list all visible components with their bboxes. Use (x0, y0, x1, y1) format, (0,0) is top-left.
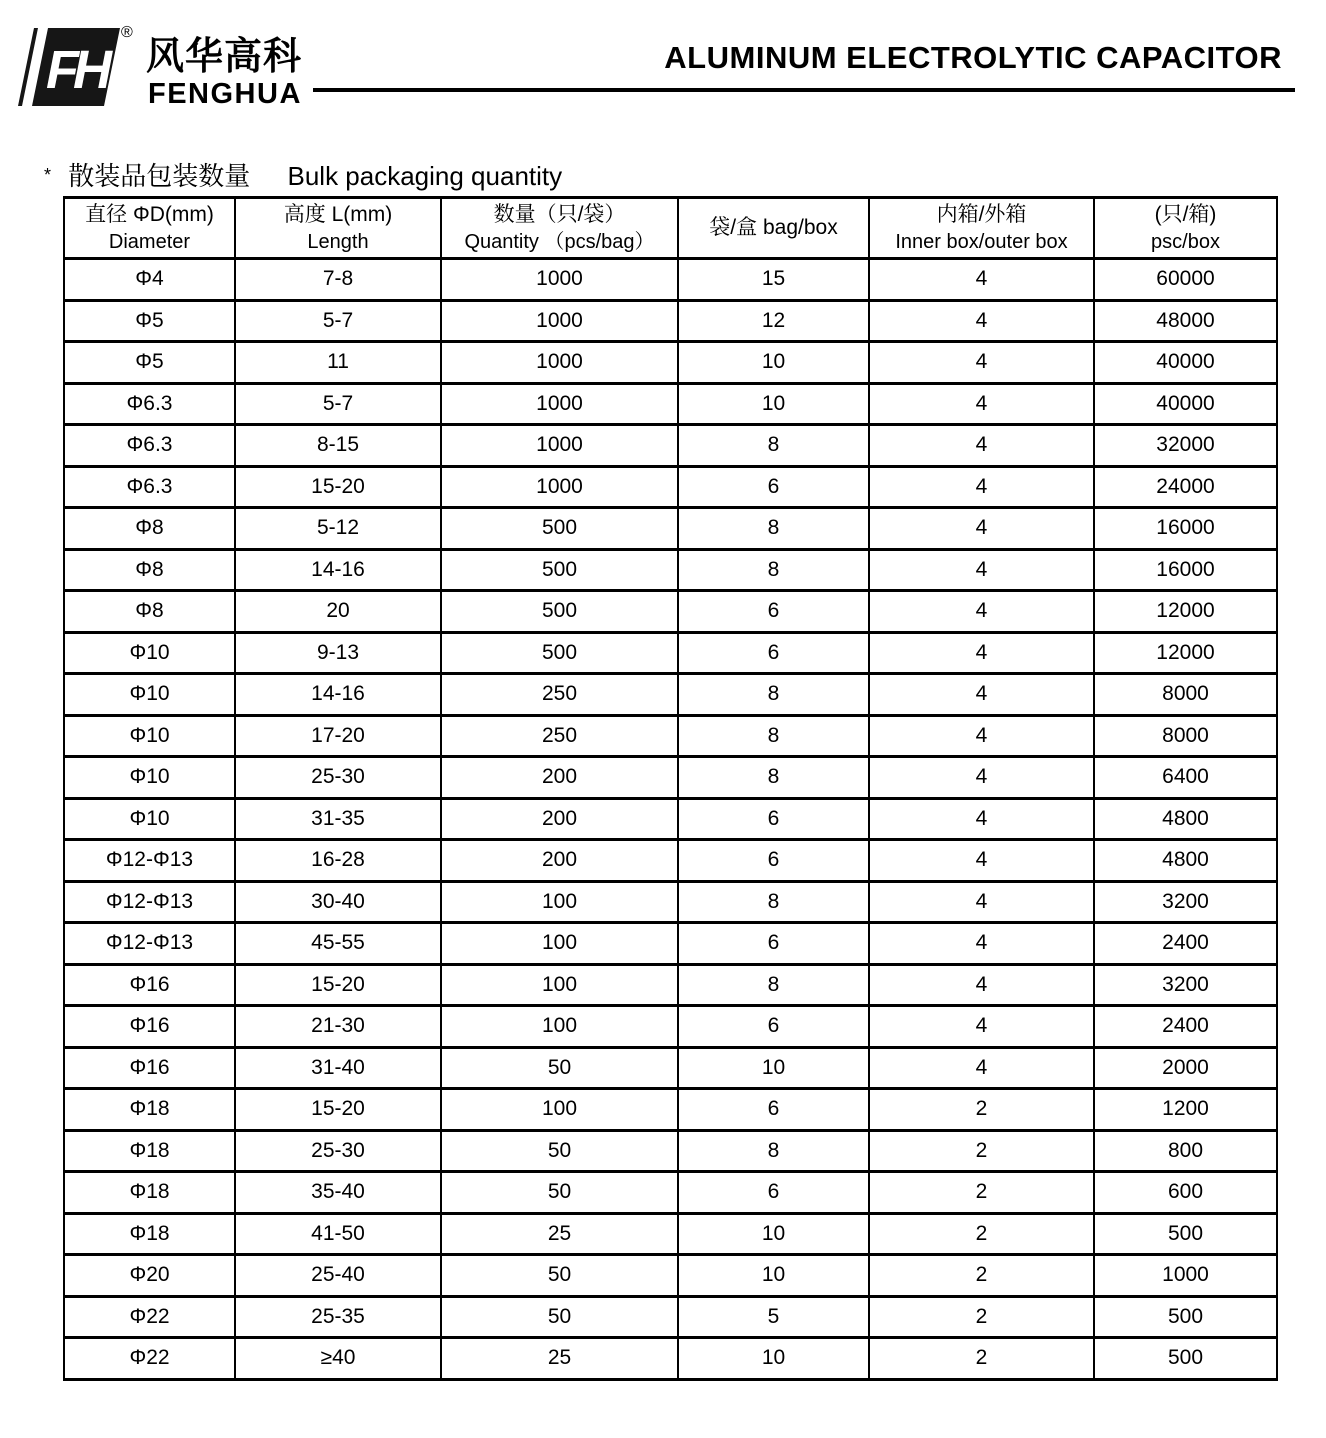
column-header-bag-per-box (678, 198, 869, 259)
table-cell: 2 (869, 1338, 1094, 1380)
column-header-en: Inner box/outer box (895, 231, 1068, 254)
table-cell: 50 (441, 1130, 678, 1172)
table-cell: 4 (869, 425, 1094, 467)
table-cell: 500 (441, 632, 678, 674)
table-cell: 4 (869, 964, 1094, 1006)
table-cell: Φ5 (64, 342, 235, 384)
table-cell: 40000 (1094, 342, 1277, 384)
table-cell: 4 (869, 1006, 1094, 1048)
table-cell: 50 (441, 1047, 678, 1089)
table-cell: 6 (678, 840, 869, 882)
table-cell: 200 (441, 840, 678, 882)
table-cell: 4 (869, 674, 1094, 716)
table-cell: 7-8 (235, 259, 441, 301)
table-cell: 4 (869, 300, 1094, 342)
table-cell: 1000 (441, 300, 678, 342)
table-cell: Φ10 (64, 632, 235, 674)
table-cell: 1000 (441, 342, 678, 384)
column-header-diameter (64, 198, 235, 259)
table-cell: 200 (441, 798, 678, 840)
table-cell: 45-55 (235, 923, 441, 965)
table-cell: 4 (869, 259, 1094, 301)
table-row (64, 425, 1277, 467)
column-header-en: Length (307, 231, 369, 254)
table-cell: 500 (441, 508, 678, 550)
table-row (64, 1130, 1277, 1172)
table-cell: 20 (235, 591, 441, 633)
column-header-pcs-per-box (1094, 198, 1277, 259)
table-cell: 32000 (1094, 425, 1277, 467)
table-row (64, 1006, 1277, 1048)
table-cell: 40000 (1094, 383, 1277, 425)
table-row (64, 259, 1277, 301)
table-cell: 6 (678, 1172, 869, 1214)
table-cell: 2 (869, 1255, 1094, 1297)
section-title (44, 156, 562, 193)
table-cell: 35-40 (235, 1172, 441, 1214)
table-cell: 2 (869, 1089, 1094, 1131)
table-cell: 25 (441, 1213, 678, 1255)
table-cell: 25-35 (235, 1296, 441, 1338)
table-row (64, 1047, 1277, 1089)
table-cell: Φ18 (64, 1213, 235, 1255)
table-cell: 100 (441, 881, 678, 923)
table-cell: 4 (869, 840, 1094, 882)
table-cell: 5-7 (235, 383, 441, 425)
table-cell: 12000 (1094, 591, 1277, 633)
table-cell: 8 (678, 757, 869, 799)
table-row (64, 632, 1277, 674)
table-cell: 12 (678, 300, 869, 342)
table-cell: 5 (678, 1296, 869, 1338)
table-cell: 15 (678, 259, 869, 301)
table-cell: 50 (441, 1255, 678, 1297)
table-row (64, 923, 1277, 965)
table-cell: 12000 (1094, 632, 1277, 674)
table-cell: 500 (1094, 1213, 1277, 1255)
table-cell: 4 (869, 715, 1094, 757)
table-cell: 10 (678, 1213, 869, 1255)
table-cell: Φ18 (64, 1130, 235, 1172)
table-cell: Φ6.3 (64, 383, 235, 425)
table-cell: 5-7 (235, 300, 441, 342)
table-cell: 17-20 (235, 715, 441, 757)
table-cell: 41-50 (235, 1213, 441, 1255)
table-cell: 24000 (1094, 466, 1277, 508)
header-divider (313, 88, 1295, 92)
table-body (64, 259, 1277, 1380)
table-cell: 2 (869, 1213, 1094, 1255)
table-cell: 8 (678, 964, 869, 1006)
table-row (64, 1296, 1277, 1338)
table-row (64, 591, 1277, 633)
table-cell: Φ6.3 (64, 466, 235, 508)
table-cell: 4 (869, 923, 1094, 965)
column-header-zh: (只/箱) (1154, 202, 1217, 226)
table-cell: 5-12 (235, 508, 441, 550)
table-cell: 6 (678, 591, 869, 633)
table-cell: 31-40 (235, 1047, 441, 1089)
table-cell: 1000 (1094, 1255, 1277, 1297)
column-header-zh: 高度 L(mm) (283, 202, 393, 226)
table-cell: 600 (1094, 1172, 1277, 1214)
table-row (64, 508, 1277, 550)
table-row (64, 840, 1277, 882)
table-cell: 4 (869, 798, 1094, 840)
table-cell: 500 (1094, 1296, 1277, 1338)
table-cell: 14-16 (235, 549, 441, 591)
table-cell: Φ16 (64, 1006, 235, 1048)
table-cell: Φ10 (64, 715, 235, 757)
table-cell: 100 (441, 1089, 678, 1131)
document-title: ALUMINUM ELECTROLYTIC CAPACITOR (664, 40, 1282, 75)
table-row (64, 466, 1277, 508)
table-cell: 16000 (1094, 549, 1277, 591)
table-cell: Φ18 (64, 1172, 235, 1214)
table-cell: 60000 (1094, 259, 1277, 301)
table-row (64, 342, 1277, 384)
bulk-packaging-table (63, 196, 1278, 1381)
table-cell: Φ10 (64, 757, 235, 799)
column-header-en: Quantity （pcs/bag） (464, 231, 655, 254)
table-row (64, 383, 1277, 425)
table-cell: 10 (678, 1255, 869, 1297)
table-header (64, 198, 1277, 259)
table-cell: 2 (869, 1130, 1094, 1172)
column-header-length (235, 198, 441, 259)
table-row (64, 881, 1277, 923)
table-cell: 16000 (1094, 508, 1277, 550)
table-cell: 100 (441, 964, 678, 1006)
table-cell: 8 (678, 715, 869, 757)
table-row (64, 757, 1277, 799)
logo-chinese-name: 风华高科 (146, 36, 303, 78)
table-cell: 3200 (1094, 881, 1277, 923)
table-cell: Φ22 (64, 1338, 235, 1380)
table-cell: Φ12-Φ13 (64, 840, 235, 882)
table-cell: 4 (869, 632, 1094, 674)
table-cell: 2400 (1094, 923, 1277, 965)
table-cell: 50 (441, 1172, 678, 1214)
table-cell: 15-20 (235, 964, 441, 1006)
table-cell: Φ5 (64, 300, 235, 342)
table-cell: 4 (869, 508, 1094, 550)
table-cell: Φ16 (64, 964, 235, 1006)
table-cell: Φ6.3 (64, 425, 235, 467)
table-cell: 14-16 (235, 674, 441, 716)
table-cell: 10 (678, 1047, 869, 1089)
table-cell: 100 (441, 923, 678, 965)
table-cell: 500 (441, 591, 678, 633)
table-cell: 10 (678, 1338, 869, 1380)
table-cell: 2 (869, 1296, 1094, 1338)
table-cell: 6 (678, 1006, 869, 1048)
table-row (64, 1213, 1277, 1255)
table-cell: 4 (869, 549, 1094, 591)
table-cell: 1000 (441, 466, 678, 508)
table-cell: ≥40 (235, 1338, 441, 1380)
table-cell: 200 (441, 757, 678, 799)
table-cell: 10 (678, 342, 869, 384)
table-cell: 6 (678, 632, 869, 674)
column-header-en: Diameter (108, 231, 191, 254)
table-cell: Φ20 (64, 1255, 235, 1297)
column-header-quantity-per-bag (441, 198, 678, 259)
table-cell: 30-40 (235, 881, 441, 923)
table-row (64, 1172, 1277, 1214)
table-cell: 6 (678, 466, 869, 508)
table-cell: 4 (869, 383, 1094, 425)
table-cell: Φ22 (64, 1296, 235, 1338)
fenghua-logo-icon (18, 28, 120, 106)
table-row (64, 549, 1277, 591)
table-cell: 16-28 (235, 840, 441, 882)
table-cell: 1200 (1094, 1089, 1277, 1131)
table-cell: 8 (678, 674, 869, 716)
table-cell: 25 (441, 1338, 678, 1380)
table-cell: 1000 (441, 425, 678, 467)
asterisk-marker: * (44, 165, 52, 185)
column-header-zh: 数量（只/袋） (493, 202, 626, 226)
table-cell: 25-40 (235, 1255, 441, 1297)
table-cell: 25-30 (235, 1130, 441, 1172)
table-header-row (64, 198, 1277, 259)
table-cell: 2000 (1094, 1047, 1277, 1089)
table-cell: 6 (678, 1089, 869, 1131)
table-cell: 2400 (1094, 1006, 1277, 1048)
table-cell: 4800 (1094, 798, 1277, 840)
table-cell: 10 (678, 383, 869, 425)
svg-text:FH: FH (46, 40, 106, 100)
table-cell: 4 (869, 591, 1094, 633)
table-cell: 100 (441, 1006, 678, 1048)
table-row (64, 964, 1277, 1006)
table-cell: 4 (869, 757, 1094, 799)
table-cell: 1000 (441, 259, 678, 301)
table-cell: Φ10 (64, 798, 235, 840)
table-cell: 50 (441, 1296, 678, 1338)
table-cell: 9-13 (235, 632, 441, 674)
logo-english-name: FENGHUA (148, 78, 302, 110)
table-cell: 4 (869, 1047, 1094, 1089)
section-title-zh: 散装品包装数量 (68, 161, 251, 191)
table-cell: 4 (869, 881, 1094, 923)
table-cell: 500 (441, 549, 678, 591)
table-row (64, 1338, 1277, 1380)
table-cell: 2 (869, 1172, 1094, 1214)
table-cell: 48000 (1094, 300, 1277, 342)
table-row (64, 715, 1277, 757)
table-cell: Φ18 (64, 1089, 235, 1131)
table-cell: Φ4 (64, 259, 235, 301)
table-cell: 250 (441, 674, 678, 716)
table-cell: 8000 (1094, 674, 1277, 716)
table-cell: 8-15 (235, 425, 441, 467)
table-cell: Φ8 (64, 508, 235, 550)
table-row (64, 1255, 1277, 1297)
table-cell: 8 (678, 549, 869, 591)
table-row (64, 300, 1277, 342)
column-header-inner-outer-box (869, 198, 1094, 259)
table-cell: Φ10 (64, 674, 235, 716)
table-cell: Φ12-Φ13 (64, 881, 235, 923)
table-cell: Φ8 (64, 549, 235, 591)
table-cell: 500 (1094, 1338, 1277, 1380)
table-cell: 15-20 (235, 466, 441, 508)
column-header-zh: 直径 ΦD(mm) (85, 202, 214, 226)
table-cell: 15-20 (235, 1089, 441, 1131)
table-cell: Φ8 (64, 591, 235, 633)
column-header-en: psc/box (1151, 231, 1220, 254)
table-row (64, 798, 1277, 840)
table-cell: 11 (235, 342, 441, 384)
column-header-zh: 内箱/外箱 (936, 202, 1027, 226)
table-cell: 800 (1094, 1130, 1277, 1172)
table-cell: 250 (441, 715, 678, 757)
table-cell: 1000 (441, 383, 678, 425)
table-row (64, 674, 1277, 716)
table-cell: 6400 (1094, 757, 1277, 799)
table-cell: 6 (678, 923, 869, 965)
table-cell: 8 (678, 1130, 869, 1172)
table-cell: 4 (869, 342, 1094, 384)
section-title-en: Bulk packaging quantity (287, 161, 563, 191)
table-cell: Φ12-Φ13 (64, 923, 235, 965)
table-cell: 4 (869, 466, 1094, 508)
table-cell: 4800 (1094, 840, 1277, 882)
table-cell: Φ16 (64, 1047, 235, 1089)
table-cell: 6 (678, 798, 869, 840)
table-cell: 8000 (1094, 715, 1277, 757)
table-cell: 25-30 (235, 757, 441, 799)
table-cell: 21-30 (235, 1006, 441, 1048)
registered-trademark-icon: ® (121, 24, 133, 41)
table-cell: 31-35 (235, 798, 441, 840)
table-row (64, 1089, 1277, 1131)
table-cell: 3200 (1094, 964, 1277, 1006)
table-cell: 8 (678, 508, 869, 550)
table-cell: 8 (678, 425, 869, 467)
table-cell: 8 (678, 881, 869, 923)
column-header-zh: 袋/盒 bag/box (709, 215, 838, 239)
